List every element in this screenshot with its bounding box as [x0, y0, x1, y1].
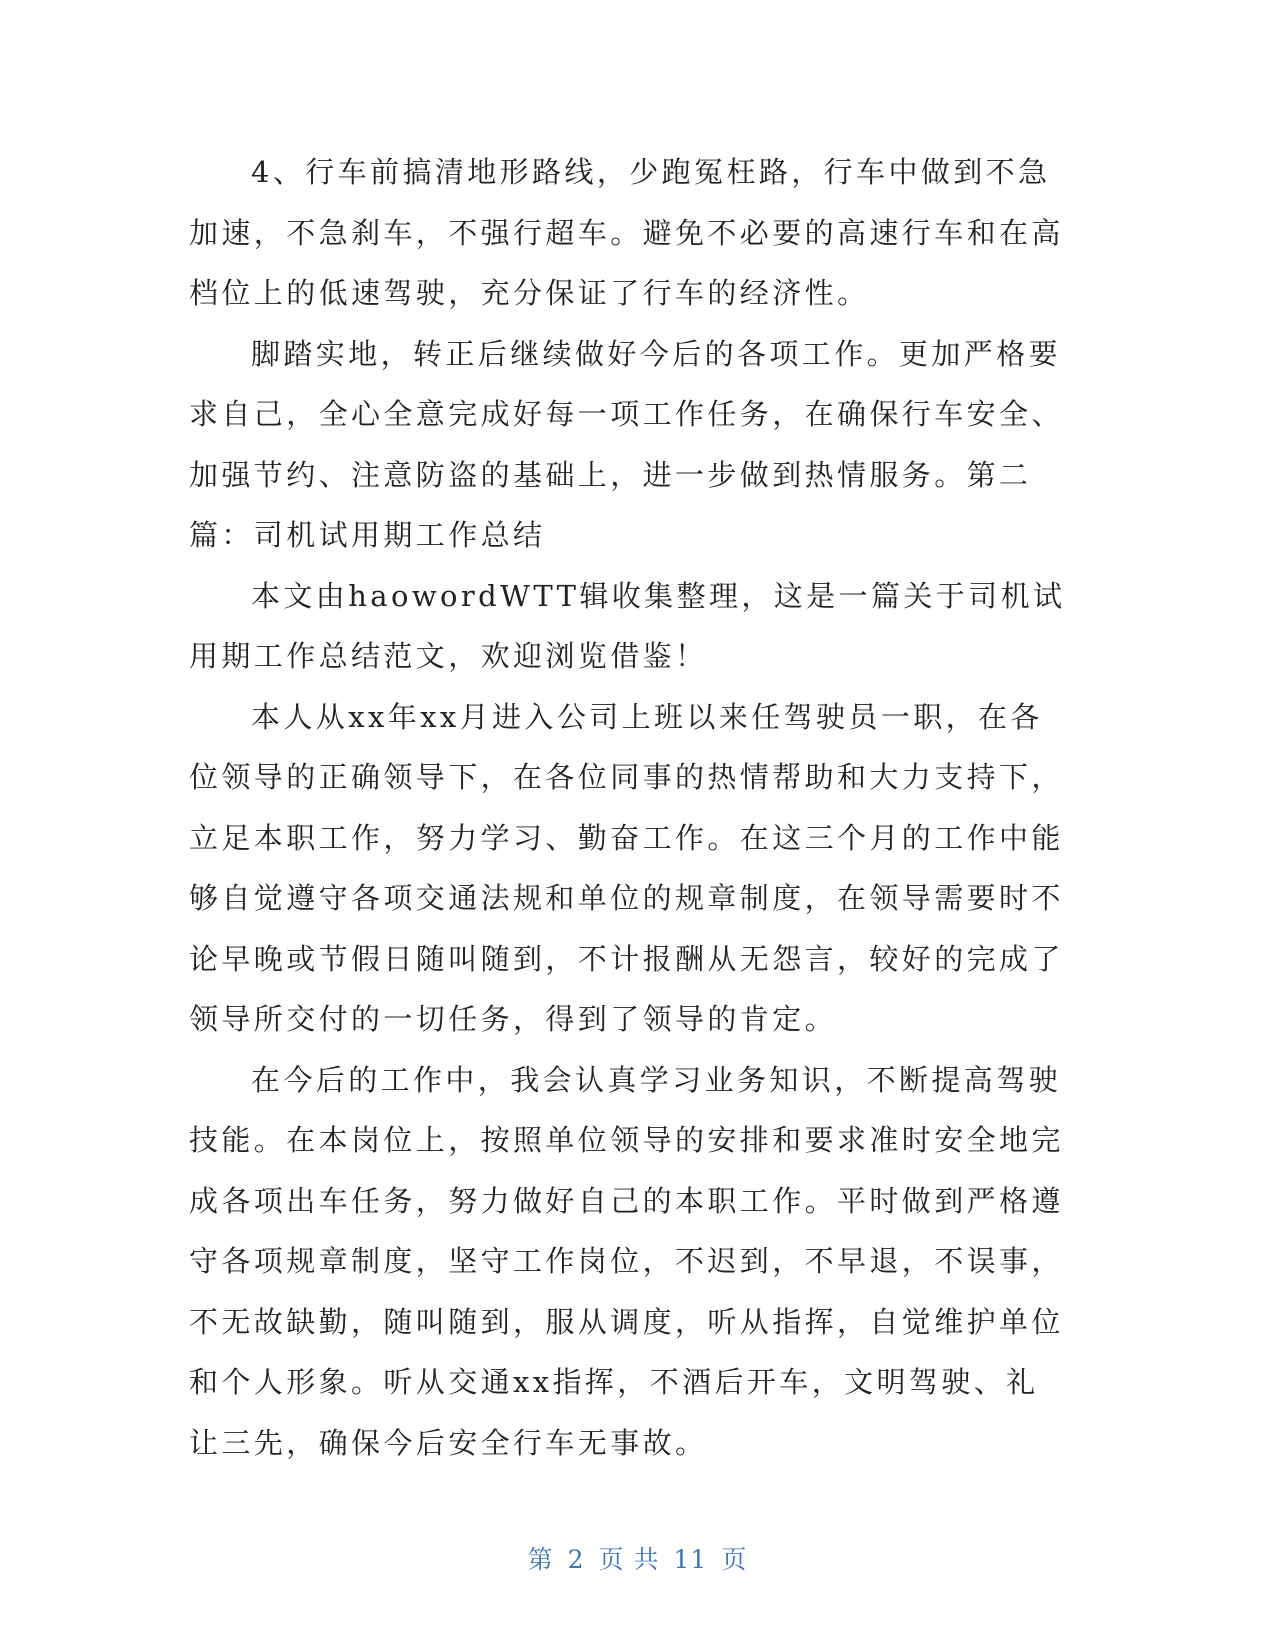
paragraph: 4、行车前搞清地形路线，少跑冤枉路，行车中做到不急加速，不急刹车，不强行超车。避免不必要的高速行车和在高档位上的低速驾驶，充分保证了行车的经济性。 — [189, 155, 1064, 310]
page-number-footer — [0, 1540, 1275, 1576]
paragraph: 本人从xx年xx月进入公司上班以来任驾驶员一职，在各位领导的正确领导下，在各位同事的热情帮助和大力支持下，立足本职工作，努力学习、勤奋工作。在这三个月的工作中能够自觉遵守各项交通法规和单位的规章制度，在领导需要时不论早晚或节假日随叫随到，不计报酬从无怨言，较好的完成了领导所交付的一切任务，得到了领导的肯定。 — [189, 699, 1064, 1036]
paragraph: 本文由haowordWTT辑收集整理，这是一篇关于司机试用期工作总结范文，欢迎浏览借鉴！ — [189, 578, 1066, 673]
paragraph: 在今后的工作中，我会认真学习业务知识，不断提高驾驶技能。在本岗位上，按照单位领导的安排和要求准时安全地完成各项出车任务，努力做好自己的本职工作。平时做到严格遵守各项规章制度，坚守工作岗位，不迟到，不早退，不误事，不无故缺勤，随叫随到，服从调度，听从指挥，自觉维护单位和个人形象。听从交通xx指挥，不酒后开车，文明驾驶、礼让三先，确保今后安全行车无事故。 — [189, 1062, 1064, 1460]
document-body — [189, 142, 1069, 1473]
footer-middle: 页 共 — [598, 1545, 660, 1574]
footer-prefix: 第 — [527, 1545, 554, 1574]
current-page-number: 2 — [567, 1545, 585, 1574]
paragraph: 脚踏实地，转正后继续做好今后的各项工作。更加严格要求自己，全心全意完成好每一项工作任务，在确保行车安全、加强节约、注意防盗的基础上，进一步做到热情服务。第二篇：司机试用期工作总结 — [189, 336, 1064, 552]
footer-suffix: 页 — [721, 1545, 748, 1574]
total-page-count: 11 — [673, 1545, 708, 1574]
